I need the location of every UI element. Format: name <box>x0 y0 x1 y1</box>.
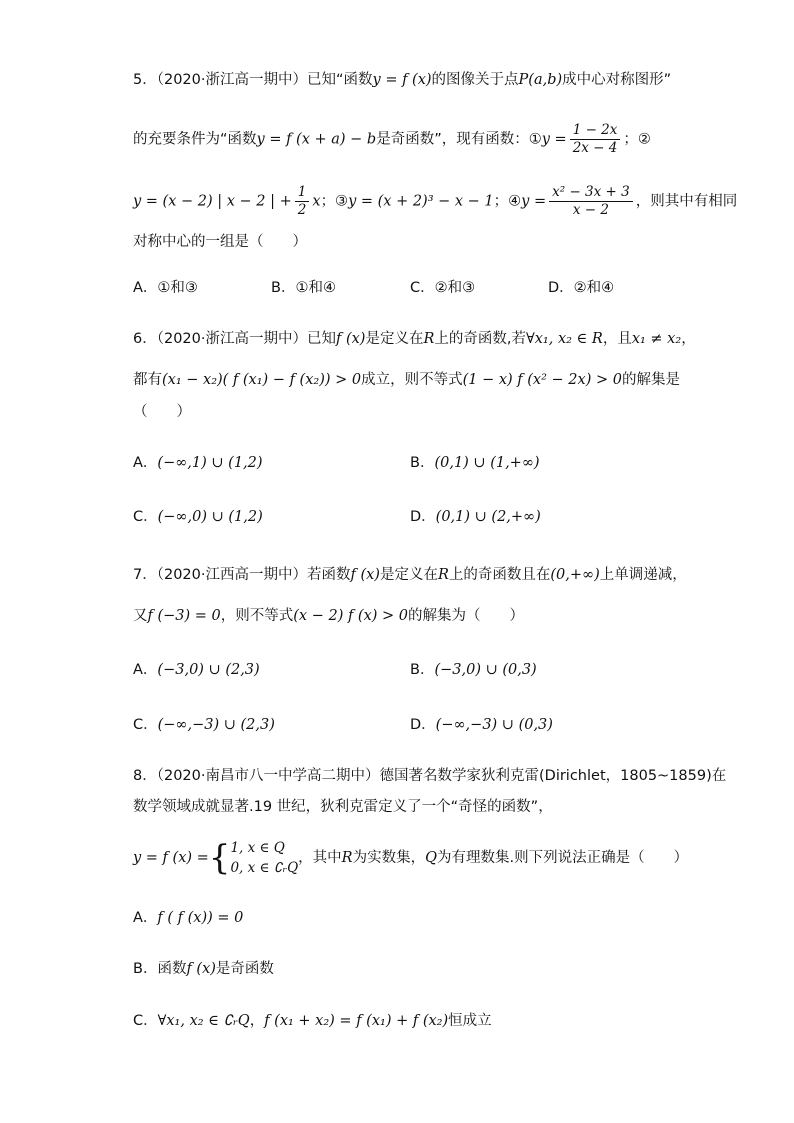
option-letter: B．函数 <box>133 961 187 977</box>
q7-option-b[interactable] <box>410 658 537 682</box>
text: 对称中心的一组是（ ） <box>133 234 307 250</box>
q5-option-b[interactable] <box>271 276 336 300</box>
denominator: 2 <box>297 202 307 218</box>
text: 数学领域成就显著.19 世纪，狄利克雷定义了一个“奇怪的函数”， <box>133 799 553 815</box>
option-letter: C． <box>133 509 158 525</box>
math: f ( f (x)) = 0 <box>157 910 244 926</box>
question-source: （2020·浙江高一期中） <box>156 72 307 88</box>
text: 的解集为（ ） <box>408 608 525 624</box>
q5-line-1 <box>133 68 754 92</box>
option-label: D．②和④ <box>548 280 615 296</box>
q8-line-2 <box>133 795 754 819</box>
text: 已知“函数 <box>307 72 373 88</box>
option-letter: A． <box>133 455 158 471</box>
math: f (x) <box>336 331 366 347</box>
text: 是奇函数 <box>215 961 274 977</box>
text: 的充要条件为“函数 <box>133 131 257 148</box>
math: Q <box>425 850 437 866</box>
option-letter: C． <box>133 1013 158 1029</box>
option-label: B．①和④ <box>271 280 336 296</box>
q8-option-a[interactable] <box>133 906 243 930</box>
math: f (x) <box>186 961 216 977</box>
case-1: 1, x ∈ Q <box>230 840 285 856</box>
q7-option-c[interactable] <box>133 713 275 737</box>
q7-option-d[interactable] <box>410 713 553 737</box>
question-source: （2020·江西高一期中） <box>156 567 307 583</box>
q5-line-2 <box>133 122 754 157</box>
text: （ ） <box>133 404 191 420</box>
q5-option-c[interactable] <box>410 276 475 300</box>
q7-line-1 <box>133 563 754 587</box>
question-source: （2020·南昌市八一中学高二期中） <box>156 768 380 784</box>
math: ∀x₁, x₂ ∈ R <box>526 331 603 347</box>
fraction <box>295 184 310 219</box>
question-number: 5． <box>133 72 157 88</box>
math: (0,1) ∪ (1,+∞) <box>434 455 540 471</box>
option-letter: B． <box>410 662 435 678</box>
q8-line-1 <box>133 764 754 788</box>
text: 是定义在 <box>379 567 438 583</box>
fraction <box>549 184 633 219</box>
text: 的解集是 <box>621 372 680 388</box>
q7-line-2 <box>133 604 754 628</box>
q6-option-b[interactable] <box>410 451 540 475</box>
math: y = (x + 2)³ − x − 1 <box>348 193 494 210</box>
math: (x − 2) f (x) > 0 <box>293 608 409 624</box>
q6-line-2 <box>133 368 754 392</box>
option-letter: A． <box>133 910 158 926</box>
math: (−3,0) ∪ (0,3) <box>434 662 537 678</box>
option-letter: C． <box>133 717 158 733</box>
text: ，其中 <box>298 850 342 866</box>
fraction <box>570 122 621 157</box>
math: (−∞,0) ∪ (1,2) <box>157 509 263 525</box>
text: 的图像关于点 <box>431 72 519 88</box>
text: 为实数集， <box>352 850 426 866</box>
math: ∀x₁, x₂ ∈ ∁ᵣQ <box>157 1013 250 1029</box>
q6-line-3 <box>133 400 754 424</box>
text: ，则不等式 <box>220 608 294 624</box>
math: y = (x − 2) | x − 2 | + <box>133 193 292 210</box>
math: R <box>341 850 353 866</box>
text: 成中心对称图形” <box>562 72 672 88</box>
math: (1 − x) f (x² − 2x) > 0 <box>462 372 622 388</box>
text: ，且 <box>602 331 632 347</box>
text: 上单调递减， <box>599 567 687 583</box>
text: 上的奇函数,若 <box>434 331 526 347</box>
left-brace: { <box>208 838 231 878</box>
text: ；③ <box>320 193 349 210</box>
math: f (x) <box>350 567 380 583</box>
text: ；② <box>623 131 651 148</box>
math: x₁ ≠ x₂ <box>631 331 682 347</box>
text: 又 <box>133 608 148 624</box>
math: P(a,b) <box>518 72 563 88</box>
q6-option-c[interactable] <box>133 505 263 529</box>
q8-option-b[interactable] <box>133 957 274 981</box>
math: y = <box>541 131 567 148</box>
text: ；④ <box>493 193 522 210</box>
denominator: x − 2 <box>572 202 609 218</box>
numerator: x² − 3x + 3 <box>549 184 633 202</box>
math: f (−3) = 0 <box>147 608 221 624</box>
text: ， <box>681 331 696 347</box>
q6-option-d[interactable] <box>410 505 541 529</box>
math: y = f (x) = <box>133 850 209 866</box>
math: y = <box>521 193 547 210</box>
question-number: 8． <box>133 768 157 784</box>
math: R <box>437 567 449 583</box>
q5-line-4 <box>133 230 754 254</box>
text: 都有 <box>133 372 162 388</box>
question-number: 6． <box>133 331 157 347</box>
option-letter: D． <box>410 509 436 525</box>
text: 若函数 <box>307 567 351 583</box>
math: y = f (x) <box>372 72 432 88</box>
math: y = f (x + a) − b <box>256 131 377 148</box>
text: ，则其中有相同 <box>635 193 738 210</box>
text: 是奇函数”，现有函数：① <box>376 131 542 148</box>
math: (−∞,1) ∪ (1,2) <box>157 455 263 471</box>
text: 上的奇函数且在 <box>448 567 551 583</box>
option-label: A．①和③ <box>133 280 198 296</box>
math: (0,+∞) <box>550 567 600 583</box>
math: f (x₁ + x₂) = f (x₁) + f (x₂) <box>264 1013 449 1029</box>
option-label: C．②和③ <box>410 280 476 296</box>
q7-option-a[interactable] <box>133 658 260 682</box>
math: (−∞,−3) ∪ (0,3) <box>435 717 553 733</box>
math: (−∞,−3) ∪ (2,3) <box>157 717 275 733</box>
text: 是定义在 <box>365 331 424 347</box>
math: (x₁ − x₂)( f (x₁) − f (x₂)) > 0 <box>162 372 362 388</box>
q6-option-a[interactable] <box>133 451 263 475</box>
denominator: 2x − 4 <box>572 140 618 156</box>
question-source: （2020·浙江高一期中） <box>156 331 307 347</box>
text: 为有理数集.则下列说法正确是（ ） <box>436 850 689 866</box>
text: 恒成立 <box>448 1013 492 1029</box>
option-letter: D． <box>410 717 436 733</box>
math: (−3,0) ∪ (2,3) <box>157 662 260 678</box>
numerator: 1 <box>295 184 310 202</box>
text: ， <box>249 1013 265 1029</box>
option-letter: A． <box>133 662 158 678</box>
text: 德国著名数学家狄利克雷(Dirichlet，1805~1859)在 <box>379 768 727 784</box>
question-number: 7． <box>133 567 157 583</box>
q5-option-d[interactable] <box>548 276 614 300</box>
q6-line-1 <box>133 327 754 351</box>
q8-line-3 <box>133 838 754 878</box>
q5-line-3 <box>133 184 754 219</box>
q8-option-c[interactable] <box>133 1009 492 1033</box>
text: 已知 <box>307 331 336 347</box>
piecewise-cases <box>230 838 298 878</box>
option-letter: B． <box>410 455 435 471</box>
q5-option-a[interactable] <box>133 276 198 300</box>
numerator: 1 − 2x <box>570 122 621 140</box>
case-2: 0, x ∈ ∁ᵣQ <box>230 860 299 876</box>
math: x <box>312 193 321 210</box>
text: 成立，则不等式 <box>361 372 463 388</box>
math: (0,1) ∪ (2,+∞) <box>435 509 541 525</box>
math: R <box>423 331 435 347</box>
